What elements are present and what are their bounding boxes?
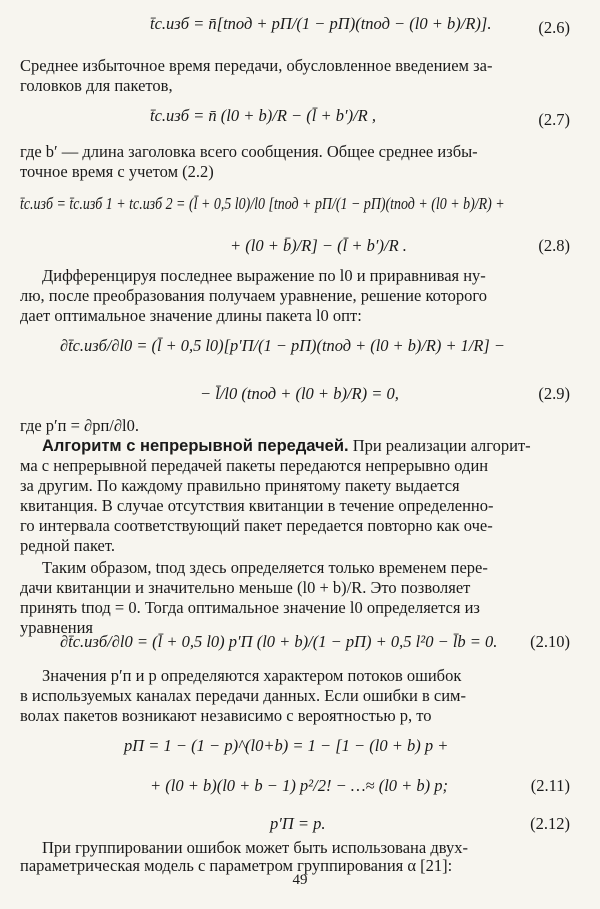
paragraph-line: уравнения (20, 618, 94, 637)
equation-text: t̄с.изб = t̄с.изб 1 + tс.изб 2 = (l̄ + 0,5 l0)/l0 [tпод + pП/(1 − pП)(tпод + (l0 + b)/R) + (20, 194, 505, 213)
equation-text: + (l0 + b̄)/R] − (l̄ + b′)/R . (230, 236, 407, 255)
equation-number: (2.7) (538, 110, 570, 129)
paragraph-line: за другим. По каждому правильно принятому пакету выдается (20, 476, 460, 495)
paragraph-line: где b′ — длина заголовка всего сообщения. Общее среднее избы- (20, 142, 478, 161)
paragraph-line: Значения p′п и p определяются характером потоков ошибок (42, 666, 462, 685)
equation-2-8-line-1 (20, 194, 505, 214)
equation-text: pП = 1 − (1 − p)^(l0+b) = 1 − [1 − (l0 + b) p + (124, 736, 449, 755)
paragraph-line: При группировании ошибок может быть использована двух- (42, 838, 468, 857)
paragraph-line: квитанция. В случае отсутствия квитанции в течение определенно- (20, 496, 494, 515)
equation-text: t̄с.изб = n̄[tпод + pП/(1 − pП)(tпод − (l0 + b)/R)]. (150, 14, 492, 33)
page-number: 49 (292, 872, 308, 888)
equation-text: + (l0 + b)(l0 + b − 1) p²/2! − …≈ (l0 + b) p; (150, 776, 449, 795)
equation-text: − l̄/l0 (tпод + (l0 + b)/R) = 0, (200, 384, 399, 403)
equation-number: (2.8) (538, 236, 570, 255)
paragraph-line: принять tпод = 0. Тогда оптимальное значение l0 определяется из (20, 598, 480, 617)
paragraph-text: При реализации алгорит- (348, 436, 531, 455)
equation-2-6 (150, 14, 491, 34)
equation-text: t̄с.изб = n̄ (l0 + b)/R − (l̄ + b′)/R , (150, 106, 377, 125)
paragraph-line: Дифференцируя последнее выражение по l0 и приравнивая ну- (42, 266, 486, 285)
equation-2-7 (150, 106, 376, 126)
paragraph-line (42, 436, 531, 456)
section-heading: Алгоритм с непрерывной передачей. (42, 437, 349, 455)
equation-number: (2.11) (530, 776, 570, 795)
paragraph-line: где p′п = ∂pп/∂l0. (20, 416, 139, 435)
equation-text: ∂t̄с.изб/∂l0 = (l̄ + 0,5 l0)[p′П/(1 − pП)(tпод + (l0 + b)/R) + 1/R] − (60, 336, 505, 355)
equation-2-12 (270, 814, 326, 834)
equation-number: (2.6) (538, 18, 570, 37)
equation-2-9-line-2 (200, 384, 399, 404)
paragraph-line: ма с непрерывной передачей пакеты передаются непрерывно один (20, 456, 489, 475)
paragraph-line: редной пакет. (20, 536, 115, 555)
equation-2-9-line-1 (60, 336, 505, 356)
paragraph-line: точное время с учетом (2.2) (20, 162, 214, 181)
paragraph-line: волах пакетов возникают независимо с вероятностью p, то (20, 706, 432, 725)
paragraph-line: в используемых каналах передачи данных. Если ошибки в сим- (20, 686, 466, 705)
equation-2-11-line-2 (150, 776, 448, 796)
equation-2-8-line-2 (230, 236, 407, 256)
paragraph-line: дает оптимальное значение длины пакета l0 опт: (20, 306, 362, 325)
equation-2-10 (60, 632, 497, 652)
paragraph-line: Среднее избыточное время передачи, обусловленное введением за- (20, 56, 493, 75)
paragraph-line: Таким образом, tпод здесь определяется только временем пере- (42, 558, 488, 577)
paragraph-line: го интервала соответствующий пакет передается повторно как оче- (20, 516, 493, 535)
equation-text: p′П = p. (270, 814, 326, 833)
paragraph-line: головков для пакетов, (20, 76, 173, 95)
equation-2-11-line-1 (124, 736, 448, 756)
equation-number: (2.10) (530, 632, 570, 651)
paragraph-line: лю, после преобразования получаем уравнение, решение которого (20, 286, 488, 305)
paragraph-line: дачи квитанции и значительно меньше (l0 + b)/R. Это позволяет (20, 578, 471, 597)
equation-number: (2.12) (530, 814, 570, 833)
paragraph-line: параметрическая модель с параметром группирования α [21]: (20, 856, 453, 875)
equation-text: ∂t̄с.изб/∂l0 = (l̄ + 0,5 l0) p′П (l0 + b)/(1 − pП) + 0,5 l²0 − l̄b = 0. (60, 632, 498, 651)
equation-number: (2.9) (538, 384, 570, 403)
